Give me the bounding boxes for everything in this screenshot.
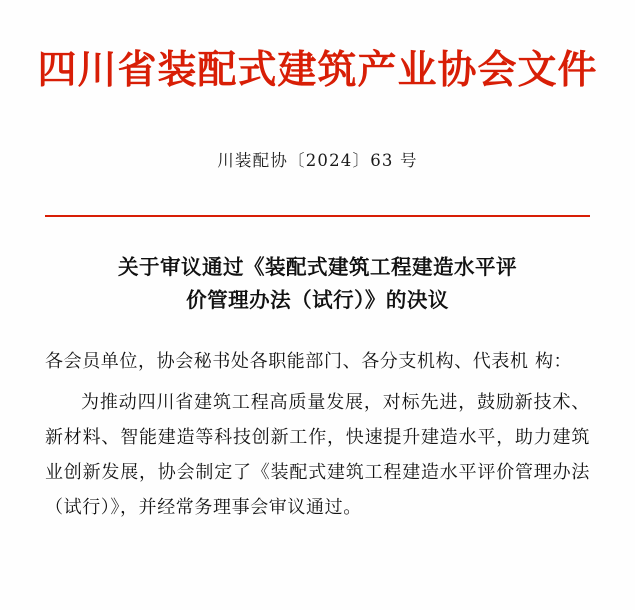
document-subject bbox=[45, 251, 590, 317]
subject-line-1: 关于审议通过《装配式建筑工程建造水平评 bbox=[118, 255, 517, 280]
salutation-line-1: 各会员单位，协会秘书处各职能部门、各分支机构、代表机 bbox=[45, 350, 529, 372]
subject-line-2: 价管理办法（试行）》的决议 bbox=[186, 288, 449, 313]
salutation bbox=[45, 344, 590, 379]
page-title: 四川省装配式建筑产业协会文件 bbox=[37, 47, 598, 93]
body-paragraph: 为推动四川省建筑工程高质量发展，对标先进，鼓励新技术、新材料、智能建造等科技创新工作，快速提升建造水平，助力建筑业创新发展，协会制定了《装配式建筑工程建造水平评价管理办法（试行）》，并经常务理事会审议通过。 bbox=[45, 391, 590, 519]
document-number: 川装配协〔2024〕63 号 bbox=[217, 150, 418, 170]
salutation-line-2: 构： bbox=[534, 350, 573, 372]
document-content bbox=[45, 217, 590, 525]
document-header bbox=[0, 0, 635, 95]
